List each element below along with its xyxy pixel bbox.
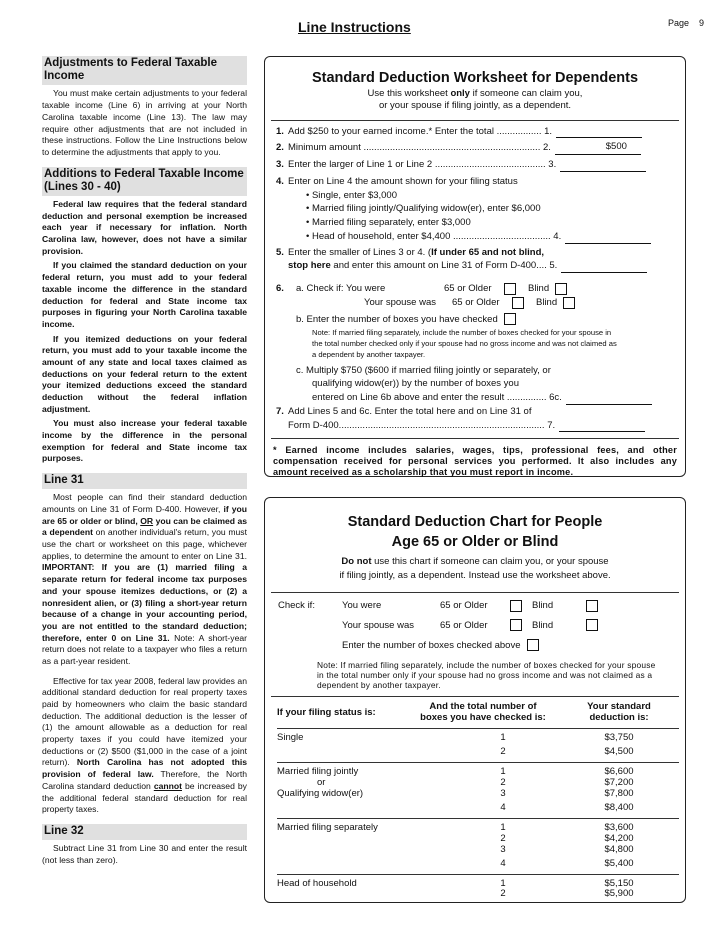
chart-you-age: 65 or Older <box>440 600 488 612</box>
chart-row-boxes <box>407 729 559 763</box>
chart-sub-1a: Do not <box>341 555 372 567</box>
ws-line-6c-1: c. Multiply $750 ($600 if married filing jointly or separately, or <box>296 364 551 376</box>
chart-check-spouse <box>278 619 685 633</box>
ws-sub-1c: if someone can claim you, <box>472 87 583 99</box>
chart-you-blind: Blind <box>532 600 554 612</box>
ws-line-6-num: 6. <box>276 283 284 295</box>
chart-count-box[interactable] <box>527 639 539 651</box>
line32-text-body: Subtract Line 31 from Line 30 and enter the result (not less than zero). <box>42 843 247 865</box>
ws-line-4-text: Enter on Line 4 the amount shown for your filing status <box>288 175 518 187</box>
chart-cell-boxes: 1 <box>500 821 506 833</box>
chart-check-if: Check if: <box>278 600 315 612</box>
ws-line-5b: If under 65 and not blind, <box>431 246 545 258</box>
line32-heading: Line 32 <box>42 824 247 840</box>
chart-row-status-1: Married filing jointly <box>277 766 359 778</box>
chart-sub-1b: use this chart if someone can claim you, or your spouse <box>374 555 609 567</box>
chart-row-status: Single <box>277 729 407 763</box>
line31-p1c: OR <box>140 515 154 526</box>
additions-p1-body: Federal law requires that the federal standard deduction and personal exemption be increased each year if necessary for inflation. North Carolina law, however, does not have a similar provision. <box>42 199 247 256</box>
line31-p1e: on another individual's return, you must use the chart or worksheet on this page, whichever applies, to determine the amount to enter on Line 31. <box>42 527 247 561</box>
additions-p2-body: If you claimed the standard deduction on your federal return, you must add to your federal taxable income the difference in the standard deduction for federal and State income tax purposes in figuring your North Carolina taxable income. <box>42 260 247 329</box>
ws-6a-spouse-age: 65 or Older <box>452 297 500 309</box>
chart-cell-amount: $4,800 <box>604 843 634 855</box>
worksheet-subtitle-2: or your spouse if filing jointly, as a dependent. <box>378 99 572 111</box>
ws-line-6b <box>276 313 677 327</box>
chart-cell-amount: $3,600 <box>604 821 634 833</box>
line31-p2b: North Carolina has not adopted this provision of federal law. <box>42 757 247 780</box>
chart-row-status: Married filing separately <box>277 818 407 874</box>
chart-col-boxes-2: boxes you have checked is: <box>420 712 546 724</box>
line31-p2a: Effective for tax year 2008, federal law provides an additional standard deduction for real property taxes paid by homeowners who claim the basic standard deduction. The additional deduction is the lesser of (1) the amount allowable as a deduction for real property taxes if you could have itemized your deductions or (2) $500 ($1,000 in the case of a joint return). <box>42 675 247 768</box>
chart-cell-amount: $6,600 <box>604 766 634 778</box>
ws-line-5d: and enter this amount on Line 31 of Form D-400.... 5. <box>333 260 558 272</box>
chart-row-status-3: Qualifying widow(er) <box>277 788 364 799</box>
line31-p1a: Most people can find their standard deduction amounts on Line 31 of Form D-400. However, <box>42 492 247 515</box>
ws-line-4-hoh <box>276 230 677 244</box>
chart-title-1: Standard Deduction Chart for People <box>347 514 603 530</box>
page-header <box>0 14 728 42</box>
ws-line-3-num: 3. <box>276 159 284 171</box>
chart-cell-amount: $5,400 <box>604 857 634 869</box>
chart-cell-amount: $8,400 <box>604 801 634 813</box>
chart-you-were: You were <box>342 600 382 612</box>
adjustments-text-body: You must make certain adjustments to your federal taxable income (Line 6) in arriving at your North Carolina taxable income (Line 13). The law may require other adjustments that are not included in these instructions. Follow the Line Instructions below to determine the adjustments that apply to you. <box>42 88 247 157</box>
ws-line-6b-note: Note: If married filing separately, include the number of boxes checked for your spouse in the total number checked only if your spouse had no gross income and was not claimed as a dependent by another taxpayer. <box>312 327 617 359</box>
chart-row-boxes <box>407 763 559 819</box>
chart-cell-amount: $5,150 <box>604 877 634 889</box>
ws-line-6c-2: qualifying widow(er)) by the number of boxes you <box>312 378 519 390</box>
ws-line-7-cont <box>276 419 677 433</box>
ws-line-5a: Enter the smaller of Lines 3 or 4. ( <box>288 246 432 258</box>
ws-line-6c-3-text: entered on Line 6b above and enter the result ............... 6c. <box>312 392 562 404</box>
ws-line-4-mfj: • Married filing jointly/Qualifying widow(er), enter $6,000 <box>306 203 541 215</box>
ws-line-2 <box>276 141 677 155</box>
adjustments-heading: Adjustments to Federal Taxable Income <box>42 56 247 85</box>
line31-p1f: IMPORTANT: If you are (1) married filing a separate return for federal income tax purposes and your spouse itemizes deductions, or (2) a nonresident alien, or (3) filing a short-year return because of a change in your accounting period, you are not entitled to the standard deduction; therefore, enter 0 on Line 31. <box>42 562 247 643</box>
ws-line-1-text: Add $250 to your earned income.* Enter the total ................. 1. <box>288 125 553 137</box>
chart-row-amounts <box>559 874 679 904</box>
chart-cell-boxes: 2 <box>500 832 506 844</box>
chart-col-deduction <box>559 697 679 729</box>
standard-deduction-chart <box>264 497 686 903</box>
chart-cell-boxes: 3 <box>500 788 506 799</box>
ws-line-6a-spouse <box>276 296 677 310</box>
ws-sub-1a: Use this worksheet <box>367 87 448 99</box>
ws-sub-1b: only <box>450 87 470 99</box>
ws-line-2-value: $500 <box>605 141 627 153</box>
ws-line-3-text: Enter the larger of Line 1 or Line 2 .......................................... 3. <box>288 159 557 171</box>
ws-6b-count-box[interactable] <box>504 313 516 325</box>
chart-spouse-blind-checkbox[interactable] <box>586 619 598 631</box>
ws-line-1-num: 1. <box>276 125 284 137</box>
chart-row-hoh <box>277 874 679 904</box>
line31-p1b: if you are 65 or older or blind, <box>42 504 248 526</box>
ws-6a-spouse-blind-checkbox[interactable] <box>563 297 575 309</box>
chart-cell-boxes: 4 <box>500 801 506 813</box>
ws-line-6a <box>276 282 677 296</box>
chart-row-status-2: or <box>317 777 326 789</box>
ws-6a-you-age-checkbox[interactable] <box>504 283 516 295</box>
ws-line-5-num: 5. <box>276 246 284 258</box>
chart-subtitle-2: if filing jointly, as a dependent. Instead use the worksheet above. <box>339 570 611 582</box>
ws-6a-you-age: 65 or Older <box>444 283 492 295</box>
additions-heading: Additions to Federal Taxable Income (Lines 30 - 40) <box>42 167 247 196</box>
chart-cell-boxes: 4 <box>500 857 506 869</box>
chart-you-age-checkbox[interactable] <box>510 600 522 612</box>
additions-p3-body: If you itemized deductions on your federal return, you must add to your taxable income the amount of any state and local taxes claimed as deductions on your federal return to the extent your itemized deductions exceed the standard deduction without the federal inflation adjustment. <box>42 333 247 414</box>
chart-cell-boxes: 1 <box>500 732 506 744</box>
chart-cell-amount: $3,750 <box>604 732 634 744</box>
ws-line-1-field[interactable] <box>556 127 642 138</box>
ws-line-6c-3 <box>276 391 677 405</box>
ws-line-2-num: 2. <box>276 142 284 154</box>
ws-line-5-field[interactable] <box>561 262 647 273</box>
line31-p1g: Note: A short-year return does not relate to a taxpayer who files a return as a part-year resident. <box>42 632 247 666</box>
ws-6a-you-blind-checkbox[interactable] <box>555 283 567 295</box>
chart-row-status <box>277 763 407 819</box>
chart-row-boxes <box>407 874 559 904</box>
page-label: Page <box>667 18 689 28</box>
additions-p2 <box>42 260 247 330</box>
chart-table <box>277 697 679 905</box>
ws-line-5 <box>276 246 677 260</box>
line31-p2c: Therefore, the North Carolina standard deduction <box>42 769 248 791</box>
chart-cell-amount: $4,200 <box>604 832 634 844</box>
chart-row-mfj <box>277 763 679 819</box>
ws-line-4-mfs: • Married filing separately, enter $3,000 <box>306 217 471 229</box>
additions-p4 <box>42 418 247 465</box>
line31-p2d: cannot <box>153 780 182 791</box>
ws-line-4-single: • Single, enter $3,000 <box>306 189 398 201</box>
ws-line-7 <box>276 405 677 419</box>
additions-p1 <box>42 199 247 257</box>
chart-title-2: Age 65 or Older or Blind <box>391 534 559 551</box>
chart-row-amounts <box>559 818 679 874</box>
page-number <box>668 18 704 30</box>
ws-line-3 <box>276 158 677 172</box>
chart-cell-boxes: 3 <box>500 843 506 855</box>
adjustments-text <box>42 88 247 158</box>
ws-line-5-cont <box>276 259 677 273</box>
worksheet-subtitle-1 <box>265 88 685 100</box>
chart-cell-boxes: 1 <box>500 766 506 778</box>
ws-line-6a-text: a. Check if: You were <box>296 283 386 295</box>
chart-cell-boxes: 2 <box>500 777 506 789</box>
ws-line-5c: stop here <box>288 260 331 272</box>
ws-line-6b-text: b. Enter the number of boxes you have checked <box>296 313 498 325</box>
chart-enter-boxes-text: Enter the number of boxes checked above <box>342 639 521 651</box>
line31-heading: Line 31 <box>42 473 247 489</box>
ws-line-7-field[interactable] <box>559 421 645 432</box>
chart-spouse-was: Your spouse was <box>342 619 415 631</box>
chart-cell-boxes: 2 <box>500 746 506 758</box>
ws-footnote: * Earned income includes salaries, wages, tips, professional fees, and other compensation received for personal services you performed. It also includes any amount received as a scholarship that you must report in income. <box>273 445 677 478</box>
ws-6a-spouse-age-checkbox[interactable] <box>512 297 524 309</box>
ws-line-4 <box>276 175 677 189</box>
chart-row-amounts <box>559 763 679 819</box>
ws-line-4-num: 4. <box>276 175 284 187</box>
chart-row-mfs <box>277 818 679 874</box>
chart-row-status: Head of household <box>277 874 407 904</box>
chart-spouse-age-checkbox[interactable] <box>510 619 522 631</box>
ws-6a-spouse-blind: Blind <box>536 297 558 309</box>
chart-note: Note: If married filing separately, include the number of boxes checked for your spouse in the total number only if your spouse had no gross income and was not claimed as a dependent by another taxpayer. <box>317 660 656 691</box>
chart-row-boxes <box>407 818 559 874</box>
chart-col-deduction-2: deduction is: <box>589 712 649 724</box>
line31-p2e: be increased by the additional federal standard deduction for real property taxes. <box>42 780 247 815</box>
additions-p4-body: You must also increase your federal taxable income by the difference in the personal exemption for federal and State income tax purposes. <box>42 418 247 464</box>
ws-line-6c-field[interactable] <box>566 394 652 405</box>
line32-text <box>42 843 247 866</box>
dependent-worksheet <box>264 56 686 477</box>
chart-col-boxes <box>407 697 559 729</box>
left-column <box>42 56 247 867</box>
page-number-value: 9 <box>698 18 704 28</box>
chart-row-single <box>277 729 679 763</box>
ws-line-4-hoh-text: • Head of household, enter $4,400 ..................................... 4. <box>306 230 562 242</box>
ws-line-7a: Add Lines 5 and 6c. Enter the total here and on Line 31 of <box>288 405 532 417</box>
worksheet-title: Standard Deduction Worksheet for Dependents <box>311 70 639 86</box>
ws-line-6a-spouse-text: Your spouse was <box>364 297 437 309</box>
ws-line-3-field[interactable] <box>560 161 646 172</box>
chart-cell-amount: $5,900 <box>604 888 634 900</box>
chart-row-amounts <box>559 729 679 763</box>
chart-spouse-blind: Blind <box>532 619 554 631</box>
ws-line-7-num: 7. <box>276 405 284 417</box>
chart-col-deduction-1: Your standard <box>587 700 651 712</box>
chart-col-status: If your filing status is: <box>277 706 376 718</box>
chart-cell-amount: $4,500 <box>604 746 634 758</box>
line31-p1d: you can be claimed as a dependent <box>42 515 248 538</box>
chart-cell-amount: $7,800 <box>604 788 634 799</box>
chart-enter-boxes <box>278 639 685 653</box>
chart-cell-boxes: 1 <box>500 877 506 889</box>
chart-cell-boxes: 2 <box>500 888 506 900</box>
chart-check-you <box>278 599 685 613</box>
ws-line-2-text: Minimum amount ................................................................... 2. <box>288 142 551 154</box>
additions-p3 <box>42 334 247 416</box>
chart-col-boxes-1: And the total number of <box>429 700 537 712</box>
line31-p1 <box>42 492 247 667</box>
ws-6a-you-blind: Blind <box>528 283 550 295</box>
chart-you-blind-checkbox[interactable] <box>586 600 598 612</box>
ws-line-1 <box>276 125 677 139</box>
chart-spouse-age: 65 or Older <box>440 619 488 631</box>
chart-subtitle-1 <box>265 555 685 570</box>
ws-line-4-field[interactable] <box>565 233 651 244</box>
ws-line-7b: Form D-400.............................................................................. 7. <box>288 419 556 431</box>
page-title: Line Instructions <box>298 19 411 35</box>
line31-p2 <box>42 676 247 816</box>
ws-line-2-field[interactable] <box>555 141 641 155</box>
chart-cell-amount: $7,200 <box>604 777 634 789</box>
